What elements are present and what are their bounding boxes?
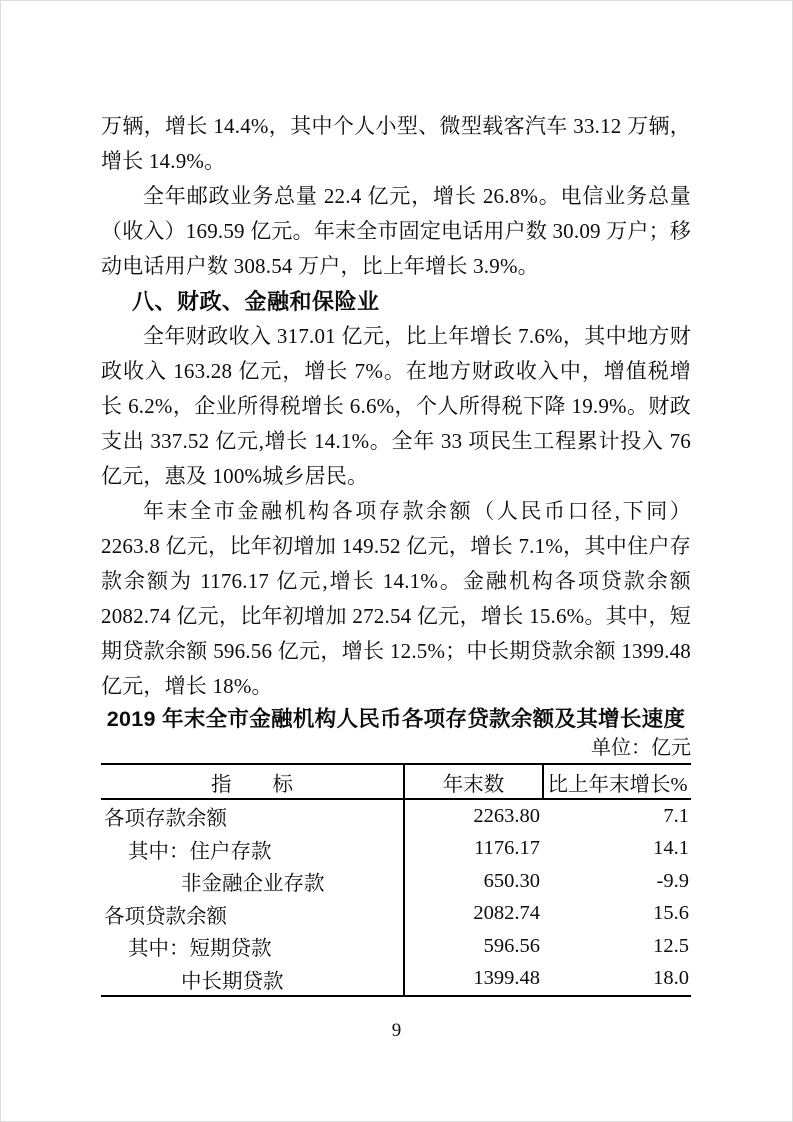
growth-cell: -9.9	[656, 869, 689, 892]
table-row	[101, 833, 691, 866]
growth-cell: 12.5	[653, 934, 689, 957]
table-row	[101, 865, 691, 898]
value-cell: 596.56	[483, 934, 540, 957]
paragraph-postal-telecom: 全年邮政业务总量 22.4 亿元，增长 26.8%。电信业务总量（收入）169.59 亿元。年末全市固定电话用户数 30.09 万户；移动电话用户数 308.54 万户，比上年增长 3.9%。	[101, 184, 691, 278]
header-growth-rate: 比上年末增长%	[547, 773, 688, 796]
table-header-row	[101, 764, 691, 799]
value-cell: 1176.17	[474, 837, 540, 860]
paragraph-deposits-loans: 年末全市金融机构各项存款余额（人民币口径,下同）2263.8 亿元，比年初增加 149.52 亿元，增长 7.1%，其中住户存款余额为 1176.17 亿元,增长 14.1%。金融机构各项贷款余额 2082.74 亿元，比年初增加 272.54 亿元，增长 15.6%。其中，短期贷款余额 596.56 亿元，增长 12.5%；中长期贷款余额 1399.48 亿元，增长 18%。	[101, 499, 691, 698]
growth-cell: 18.0	[653, 967, 689, 990]
value-cell: 2082.74	[473, 902, 540, 925]
indicator-cell: 其中：住户存款	[101, 833, 404, 866]
table-title: 2019 年末全市金融机构人民币各项存贷款余额及其增长速度	[106, 707, 686, 731]
paragraph-vehicles-continued: 万辆，增长 14.4%，其中个人小型、微型载客汽车 33.12 万辆，增长 14.9%。	[101, 114, 691, 173]
indicator-cell: 各项存款余额	[101, 799, 404, 833]
table-row	[101, 963, 691, 997]
table-unit-label: 单位：亿元	[591, 737, 691, 759]
table-row	[101, 930, 691, 963]
page-number: 9	[391, 1020, 402, 1041]
indicator-cell: 中长期贷款	[101, 963, 404, 997]
page-content	[101, 109, 691, 997]
table-row	[101, 799, 691, 833]
indicator-cell: 其中：短期贷款	[101, 930, 404, 963]
growth-cell: 14.1	[653, 837, 689, 860]
growth-cell: 7.1	[663, 804, 689, 827]
paragraph-fiscal-revenue: 全年财政收入 317.01 亿元，比上年增长 7.6%，其中地方财政收入 163.28 亿元，增长 7%。在地方财政收入中，增值税增长 6.2%，企业所得税增长 6.6%，个人所得税下降 19.9%。财政支出 337.52 亿元,增长 14.1%。全年 33 项民生工程累计投入 76 亿元，惠及 100%城乡居民。	[101, 324, 691, 488]
value-cell: 1399.48	[473, 967, 540, 990]
indicator-cell: 非金融企业存款	[101, 865, 404, 898]
header-indicator: 指 标	[101, 764, 404, 799]
table-row	[101, 898, 691, 931]
growth-cell: 15.6	[653, 902, 689, 925]
section-heading-finance: 八、财政、金融和保险业	[132, 289, 380, 314]
indicator-cell: 各项贷款余额	[101, 898, 404, 931]
deposits-loans-table	[101, 763, 691, 997]
value-cell: 650.30	[483, 869, 540, 892]
value-cell: 2263.80	[473, 804, 540, 827]
header-year-end-value: 年末数	[404, 764, 543, 799]
